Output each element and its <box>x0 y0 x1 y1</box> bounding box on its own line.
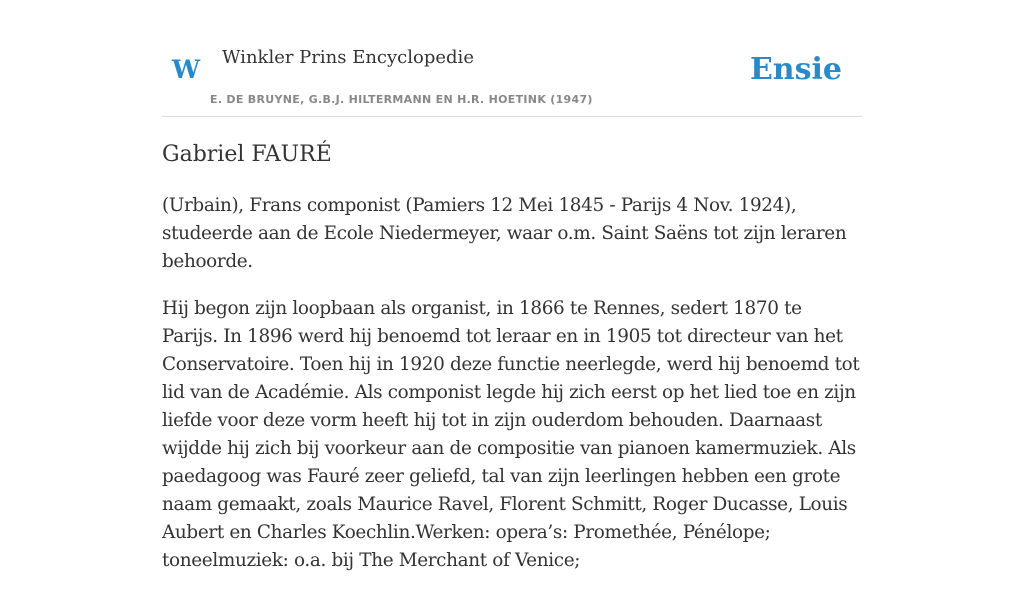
header <box>162 40 862 117</box>
article-title: Gabriel FAURÉ <box>162 142 332 167</box>
book-title[interactable]: Winkler Prins Encyclopedie <box>222 47 474 68</box>
winkler-prins-logo[interactable]: W <box>172 55 201 84</box>
article-paragraph: Hij begon zijn loopbaan als organist, in 1866 te Rennes, sedert 1870 te Parijs. In 1896 werd hij benoemd tot leraar en in 1905 tot directeur van het Conservatoire. Toen hij in 1920 deze functie neerlegde, werd hij benoemd tot lid van de Académie. Als componist legde hij zich eerst op het lied toe en zijn liefde voor deze vorm heeft hij tot in zijn ouderdom behouden. Daarnaast wijdde hij zich bij voorkeur aan de compositie van pianoen kamermuziek. Als paedagoog was Fauré zeer geliefd, tal van zijn leerlingen hebben een grote naam gemaakt, zoals Maurice Ravel, Florent Schmitt, Roger Ducasse, Louis Aubert en Charles Koechlin.Werken: opera’s: Promethée, Pénélope; toneelmuziek: o.a. bij The Merchant of Venice; <box>162 298 860 571</box>
ensie-logo-link[interactable]: Ensie <box>749 52 842 87</box>
article-body <box>162 192 862 594</box>
article-paragraph: (Urbain), Frans componist (Pamiers 12 Mei 1845 - Parijs 4 Nov. 1924), studeerde aan de Ecole Niedermeyer, waar o.m. Saint Saëns tot zijn leraren behoorde. <box>162 195 847 272</box>
book-authors: E. DE BRUYNE, G.B.J. HILTERMANN EN H.R. HOETINK (1947) <box>210 93 593 106</box>
